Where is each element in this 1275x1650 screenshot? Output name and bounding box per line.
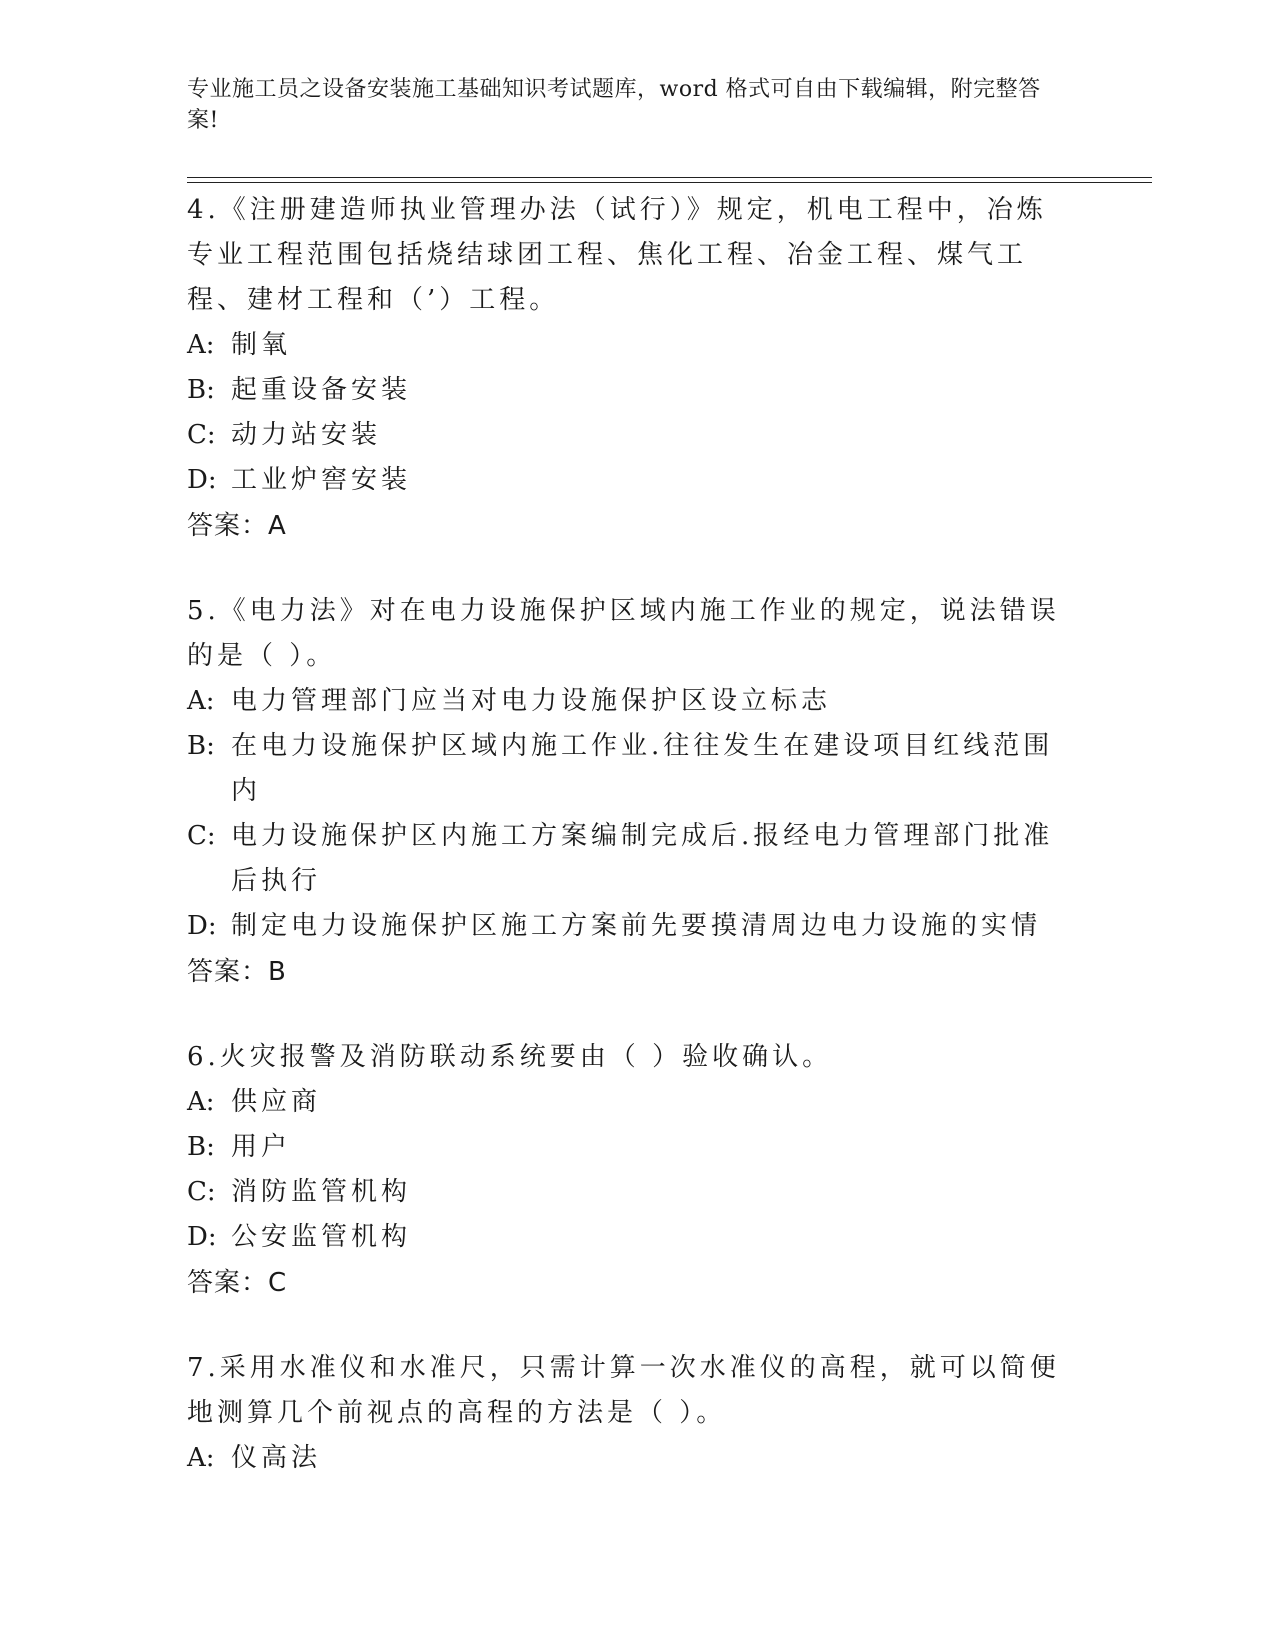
option-letter: C: bbox=[187, 420, 216, 450]
header-rule-top bbox=[187, 177, 1152, 178]
option-d bbox=[187, 458, 1067, 503]
option-letter: C: bbox=[187, 821, 216, 851]
option-letter: A: bbox=[187, 1443, 215, 1473]
option-text: 用户 bbox=[231, 1132, 292, 1162]
option-text: 供应商 bbox=[231, 1087, 322, 1117]
option-text: 电力设施保护区内施工方案编制完成后.报经电力管理部门批准后执行 bbox=[231, 821, 1054, 896]
option-text: 电力管理部门应当对电力设施保护区设立标志 bbox=[231, 686, 832, 716]
option-c bbox=[187, 814, 1067, 904]
option-letter: B: bbox=[187, 731, 215, 761]
option-b bbox=[187, 368, 1067, 413]
question-4 bbox=[187, 188, 1067, 549]
answer-line: 答案：A bbox=[187, 511, 287, 541]
option-letter: A: bbox=[187, 686, 215, 716]
option-text: 起重设备安装 bbox=[231, 375, 412, 405]
option-letter: D: bbox=[187, 465, 217, 495]
option-a bbox=[187, 1080, 1067, 1125]
option-letter: D: bbox=[187, 1222, 217, 1252]
header-rule-bottom bbox=[187, 182, 1152, 183]
question-text: 5.《电力法》对在电力设施保护区域内施工作业的规定，说法错误的是（ ）。 bbox=[187, 596, 1060, 671]
option-letter: A: bbox=[187, 1087, 215, 1117]
question-7 bbox=[187, 1346, 1067, 1481]
option-text: 在电力设施保护区域内施工作业.往往发生在建设项目红线范围内 bbox=[231, 731, 1054, 806]
option-c bbox=[187, 413, 1067, 458]
question-5 bbox=[187, 589, 1067, 995]
option-d bbox=[187, 904, 1067, 949]
option-letter: D: bbox=[187, 911, 217, 941]
option-a bbox=[187, 323, 1067, 368]
option-letter: B: bbox=[187, 375, 215, 405]
question-text: 6.火灾报警及消防联动系统要由（ ）验收确认。 bbox=[187, 1042, 833, 1072]
option-a bbox=[187, 1436, 1067, 1481]
question-text: 7.采用水准仪和水准尺，只需计算一次水准仪的高程，就可以简便地测算几个前视点的高程的方法是（ ）。 bbox=[187, 1353, 1060, 1428]
option-text: 制氧 bbox=[231, 330, 292, 360]
option-text: 消防监管机构 bbox=[231, 1177, 412, 1207]
document-header: 专业施工员之设备安装施工基础知识考试题库，word 格式可自由下载编辑，附完整答案! bbox=[187, 77, 1041, 133]
option-text: 动力站安装 bbox=[231, 420, 382, 450]
answer-line: 答案：C bbox=[187, 1268, 288, 1298]
option-a bbox=[187, 679, 1067, 724]
option-letter: B: bbox=[187, 1132, 215, 1162]
option-letter: C: bbox=[187, 1177, 216, 1207]
option-b bbox=[187, 1125, 1067, 1170]
option-d bbox=[187, 1215, 1067, 1260]
option-text: 制定电力设施保护区施工方案前先要摸清周边电力设施的实情 bbox=[231, 911, 1042, 941]
question-text: 4.《注册建造师执业管理办法（试行）》规定，机电工程中，冶炼专业工程范围包括烧结球团工程、焦化工程、冶金工程、煤气工程、建材工程和（’）工程。 bbox=[187, 195, 1047, 315]
answer-line: 答案：B bbox=[187, 957, 287, 987]
option-text: 公安监管机构 bbox=[231, 1222, 412, 1252]
option-text: 仪高法 bbox=[231, 1443, 322, 1473]
option-c bbox=[187, 1170, 1067, 1215]
option-b bbox=[187, 724, 1067, 814]
question-6 bbox=[187, 1035, 1067, 1306]
option-text: 工业炉窖安装 bbox=[231, 465, 412, 495]
option-letter: A: bbox=[187, 330, 215, 360]
question-list bbox=[187, 188, 1067, 1521]
